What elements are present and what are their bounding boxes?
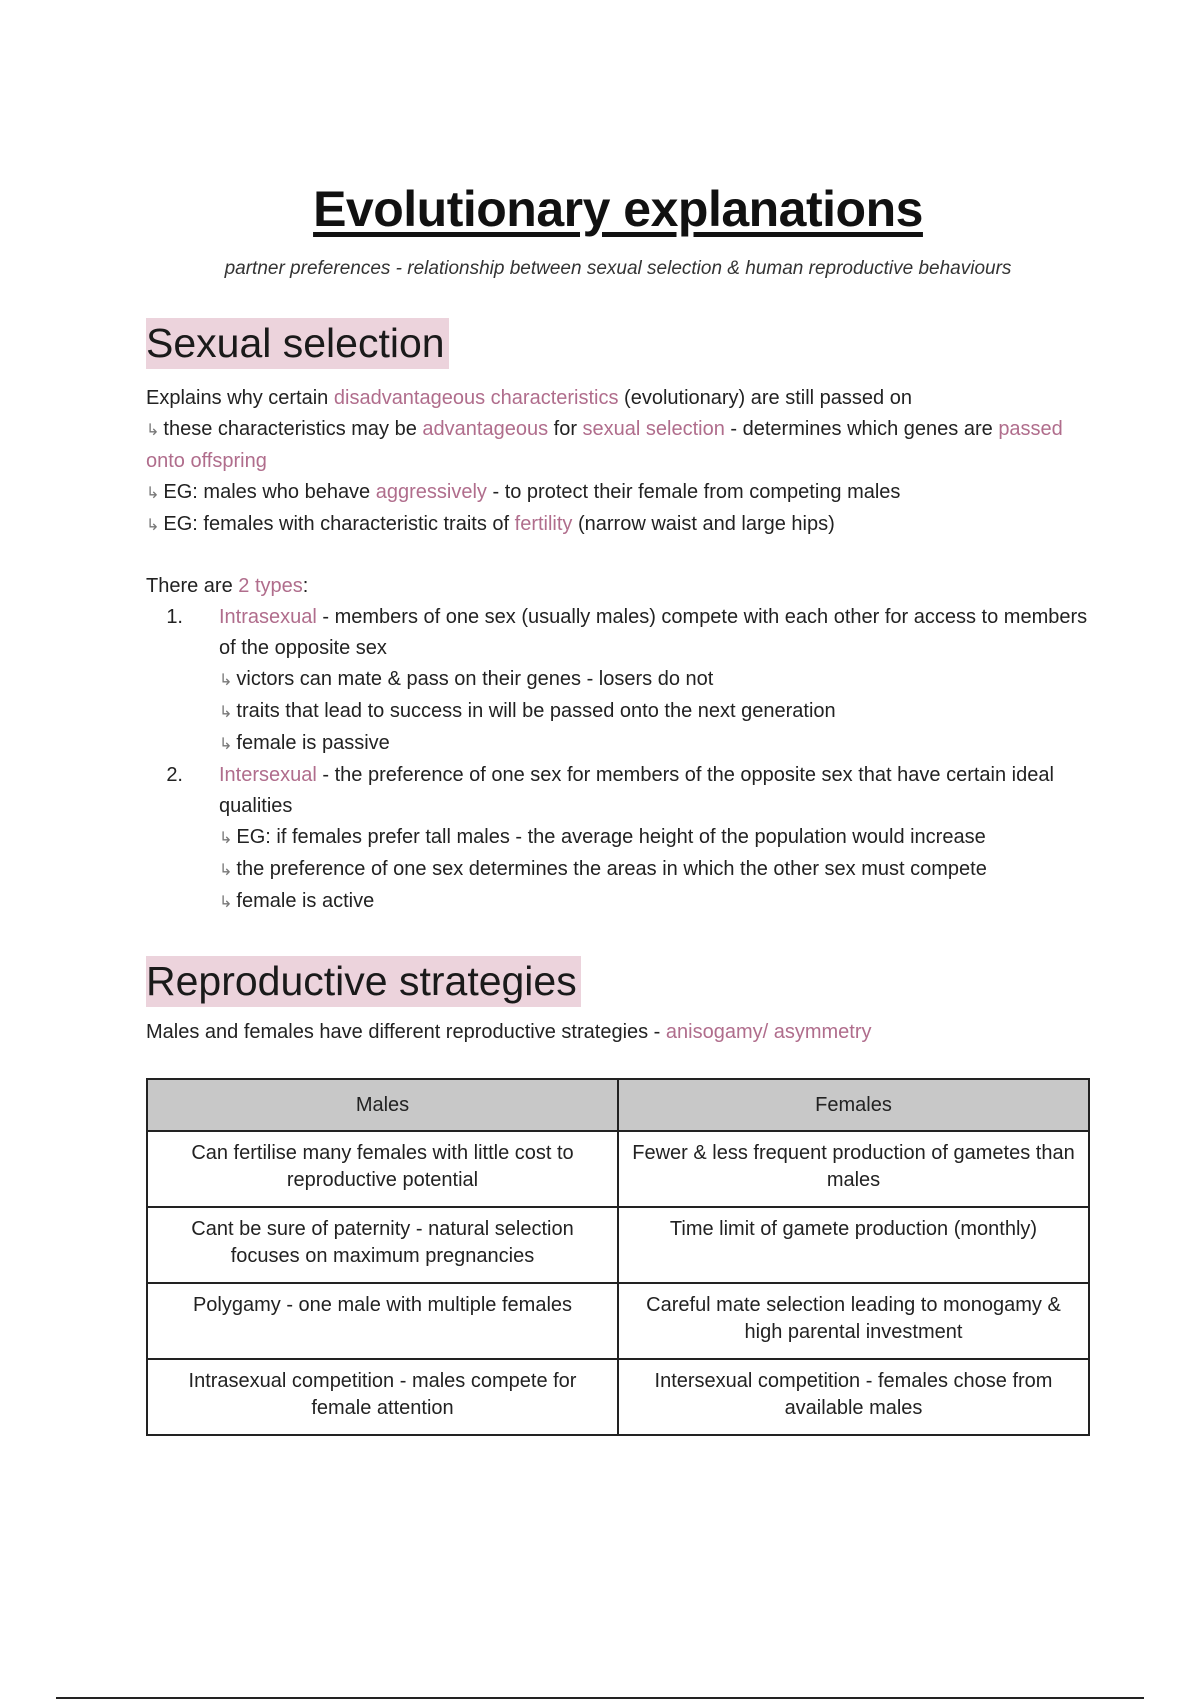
sub-point: ↳ EG: if females prefer tall males - the average height of the population would increase bbox=[219, 826, 986, 848]
table-cell: Cant be sure of paternity - natural selection focuses on maximum pregnancies bbox=[147, 1207, 618, 1283]
types-section bbox=[146, 571, 1090, 918]
note-line: Explains why certain disadvantageous characteristics (evolutionary) are still passed on bbox=[146, 387, 912, 409]
column-header-males: Males bbox=[147, 1079, 618, 1131]
table-cell: Polygamy - one male with multiple females bbox=[147, 1283, 618, 1359]
page-title: Evolutionary explanations bbox=[313, 181, 923, 237]
arrow-icon: ↳ bbox=[219, 894, 233, 911]
table-cell: Intersexual competition - females chose from available males bbox=[618, 1359, 1089, 1435]
section-heading-reproductive-strategies: Reproductive strategies bbox=[146, 956, 581, 1007]
note-line: ↳ these characteristics may be advantageous for sexual selection - determines which genes are passed onto offspring bbox=[146, 418, 1063, 472]
term-intersexual: Intersexual bbox=[219, 764, 317, 786]
arrow-icon: ↳ bbox=[219, 830, 233, 847]
note-line: ↳ EG: females with characteristic traits of fertility (narrow waist and large hips) bbox=[146, 513, 835, 535]
list-item-intrasexual: 1. Intrasexual - members of one sex (usually males) compete with each other for access to members of the opposite sex ↳ victors can mate & pass on their genes - losers do not ↳ traits that lead to success in will be passed onto the next generation ↳ female is passive bbox=[146, 602, 1090, 760]
arrow-icon: ↳ bbox=[219, 862, 233, 879]
sub-point: ↳ female is active bbox=[219, 890, 375, 912]
section-heading-sexual-selection: Sexual selection bbox=[146, 318, 449, 369]
sub-point: ↳ female is passive bbox=[219, 732, 390, 754]
table-header-row bbox=[147, 1079, 1089, 1131]
table-cell: Time limit of gamete production (monthly) bbox=[618, 1207, 1089, 1283]
list-item-intersexual: 2. Intersexual - the preference of one sex for members of the opposite sex that have certain ideal qualities ↳ EG: if females prefer tall males - the average height of the population would increase ↳ the preference of one sex determines the areas in which the other sex must compete ↳ female is active bbox=[146, 760, 1090, 918]
table-row bbox=[147, 1207, 1089, 1283]
table-cell: Careful mate selection leading to monogamy & high parental investment bbox=[618, 1283, 1089, 1359]
table-cell: Intrasexual competition - males compete for female attention bbox=[147, 1359, 618, 1435]
arrow-icon: ↳ bbox=[146, 485, 160, 502]
list-number: 2. bbox=[166, 764, 183, 786]
reproductive-intro: Males and females have different reproductive strategies - anisogamy/ asymmetry bbox=[146, 1021, 872, 1043]
sub-point: ↳ the preference of one sex determines the areas in which the other sex must compete bbox=[219, 858, 987, 880]
term-intrasexual: Intrasexual bbox=[219, 606, 317, 628]
table-cell: Can fertilise many females with little cost to reproductive potential bbox=[147, 1131, 618, 1207]
note-line: ↳ EG: males who behave aggressively - to protect their female from competing males bbox=[146, 481, 901, 503]
table-cell: Fewer & less frequent production of gametes than males bbox=[618, 1131, 1089, 1207]
arrow-icon: ↳ bbox=[146, 422, 160, 439]
strategies-table bbox=[146, 1078, 1090, 1436]
sub-point: ↳ victors can mate & pass on their genes - losers do not bbox=[219, 668, 714, 690]
document-page bbox=[146, 180, 1090, 1436]
table-row bbox=[147, 1131, 1089, 1207]
arrow-icon: ↳ bbox=[146, 517, 160, 534]
types-intro: There are 2 types: bbox=[146, 575, 309, 597]
sub-point: ↳ traits that lead to success in will be passed onto the next generation bbox=[219, 700, 836, 722]
page-subtitle: partner preferences - relationship between sexual selection & human reproductive behaviours bbox=[224, 258, 1012, 279]
table-row bbox=[147, 1283, 1089, 1359]
column-header-females: Females bbox=[618, 1079, 1089, 1131]
arrow-icon: ↳ bbox=[219, 704, 233, 721]
sexual-selection-notes bbox=[146, 383, 1090, 541]
table-row bbox=[147, 1359, 1089, 1435]
list-number: 1. bbox=[166, 606, 183, 628]
arrow-icon: ↳ bbox=[219, 672, 233, 689]
bottom-divider bbox=[56, 1697, 1144, 1699]
arrow-icon: ↳ bbox=[219, 736, 233, 753]
